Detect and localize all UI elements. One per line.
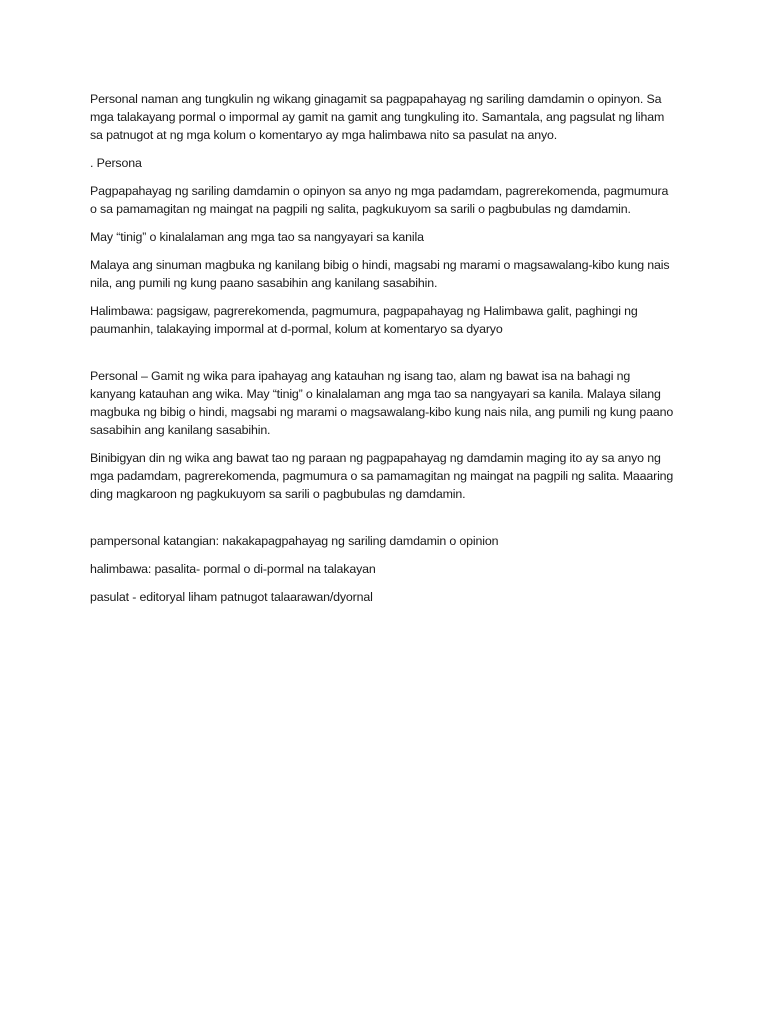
paragraph-halimbawa-pasalita: halimbawa: pasalita- pormal o di-pormal na talakayan	[90, 562, 376, 576]
paragraph-pagpapahayag: Pagpapahayag ng sariling damdamin o opinyon sa anyo ng mga padamdam, pagrerekomenda, pagmumura o sa pamamagitan ng maingat na pagpili ng salita, pagkukuyom sa sarili o pagbubulas ng damdamin.	[90, 184, 669, 216]
paragraph-persona-heading: . Persona	[90, 156, 142, 170]
paragraph-binibigyan: Binibigyan din ng wika ang bawat tao ng paraan ng pagpapahayag ng damdamin maging ito ay sa anyo ng mga padamdam, pagrerekomenda, pagmumura o sa pamamagitan ng maingat na pagpili ng salita. Maaaring ding magkaroon ng pagkukuyom sa sarili o pagbubulas ng damdamin.	[90, 451, 674, 501]
paragraph-intro: Personal naman ang tungkulin ng wikang ginagamit sa pagpapahayag ng sariling damdamin o opinyon. Sa mga talakayang pormal o impormal ay gamit na gamit ang tungkuling ito. Samantala, ang pagsulat ng liham sa patnugot at ng mga kolum o komentaryo ay mga halimbawa nito sa pasulat na anyo.	[90, 92, 665, 142]
paragraph-tinig: May “tinig” o kinalalaman ang mga tao sa nangyayari sa kanila	[90, 230, 424, 244]
paragraph-pampersonal: pampersonal katangian: nakakapagpahayag ng sariling damdamin o opinion	[90, 534, 499, 548]
paragraph-malaya: Malaya ang sinuman magbuka ng kanilang bibig o hindi, magsabi ng marami o magsawalang-kibo kung nais nila, ang pumili ng kung paano sasabihin ang kanilang sasabihin.	[90, 258, 670, 290]
document-body	[90, 90, 678, 616]
paragraph-gap	[90, 513, 678, 532]
paragraph-pasulat: pasulat - editoryal liham patnugot talaarawan/dyornal	[90, 590, 373, 604]
paragraph-halimbawa: Halimbawa: pagsigaw, pagrerekomenda, pagmumura, pagpapahayag ng Halimbawa galit, paghingi ng paumanhin, talakaying impormal at d-pormal, kolum at komentaryo sa dyaryo	[90, 304, 638, 336]
paragraph-personal-definition: Personal – Gamit ng wika para ipahayag ang katauhan ng isang tao, alam ng bawat isa na bahagi ng kanyang katauhan ang wika. May “tinig” o kinalalaman ang mga tao sa nangyayari sa kanila. Malaya silang magbuka ng bibig o hindi, magsabi ng marami o magsawalang-kibo kung nais nila, ang pumili ng kung paano sasabihin ang kanilang sasabihin.	[90, 369, 674, 437]
paragraph-gap	[90, 348, 678, 367]
